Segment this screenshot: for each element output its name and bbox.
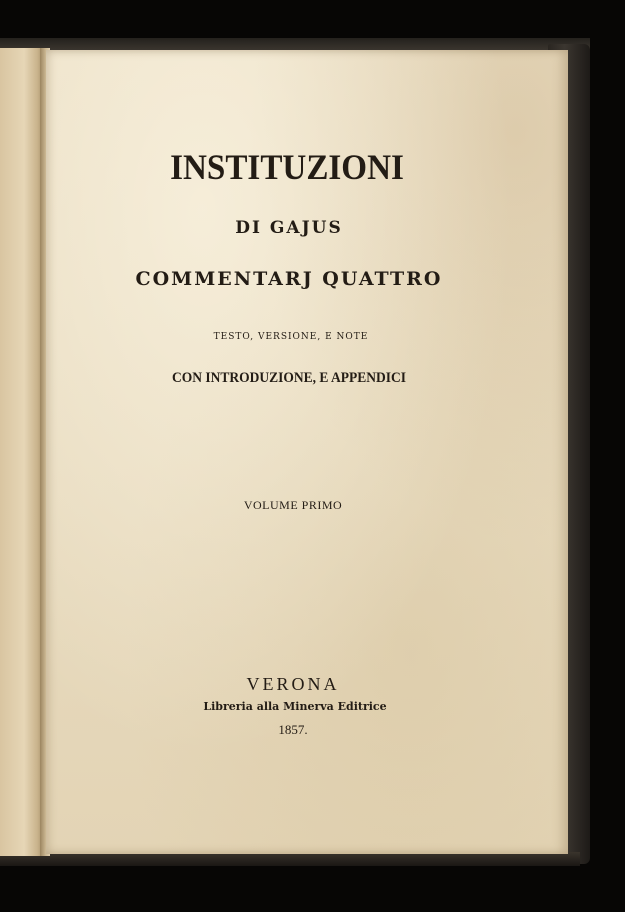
contents-line: TESTO, VERSIONE, E NOTE bbox=[213, 332, 369, 342]
volume-label: VOLUME PRIMO bbox=[243, 498, 343, 512]
imprint-publisher: Libreria alla Minerva Editrice bbox=[203, 700, 387, 713]
title-page bbox=[46, 50, 568, 854]
imprint-year: 1857. bbox=[278, 722, 308, 737]
book-title: INSTITUZIONI bbox=[170, 147, 404, 187]
imprint-city: VERONA bbox=[246, 674, 340, 694]
author-line: DI GAJUS bbox=[235, 218, 343, 238]
book-cover-bottom-edge bbox=[0, 852, 580, 866]
book-cover-top-edge bbox=[0, 38, 590, 50]
introduction-line: CON INTRODUZIONE, E APPENDICI bbox=[171, 370, 407, 386]
work-heading: COMMENTARJ QUATTRO bbox=[135, 268, 443, 290]
